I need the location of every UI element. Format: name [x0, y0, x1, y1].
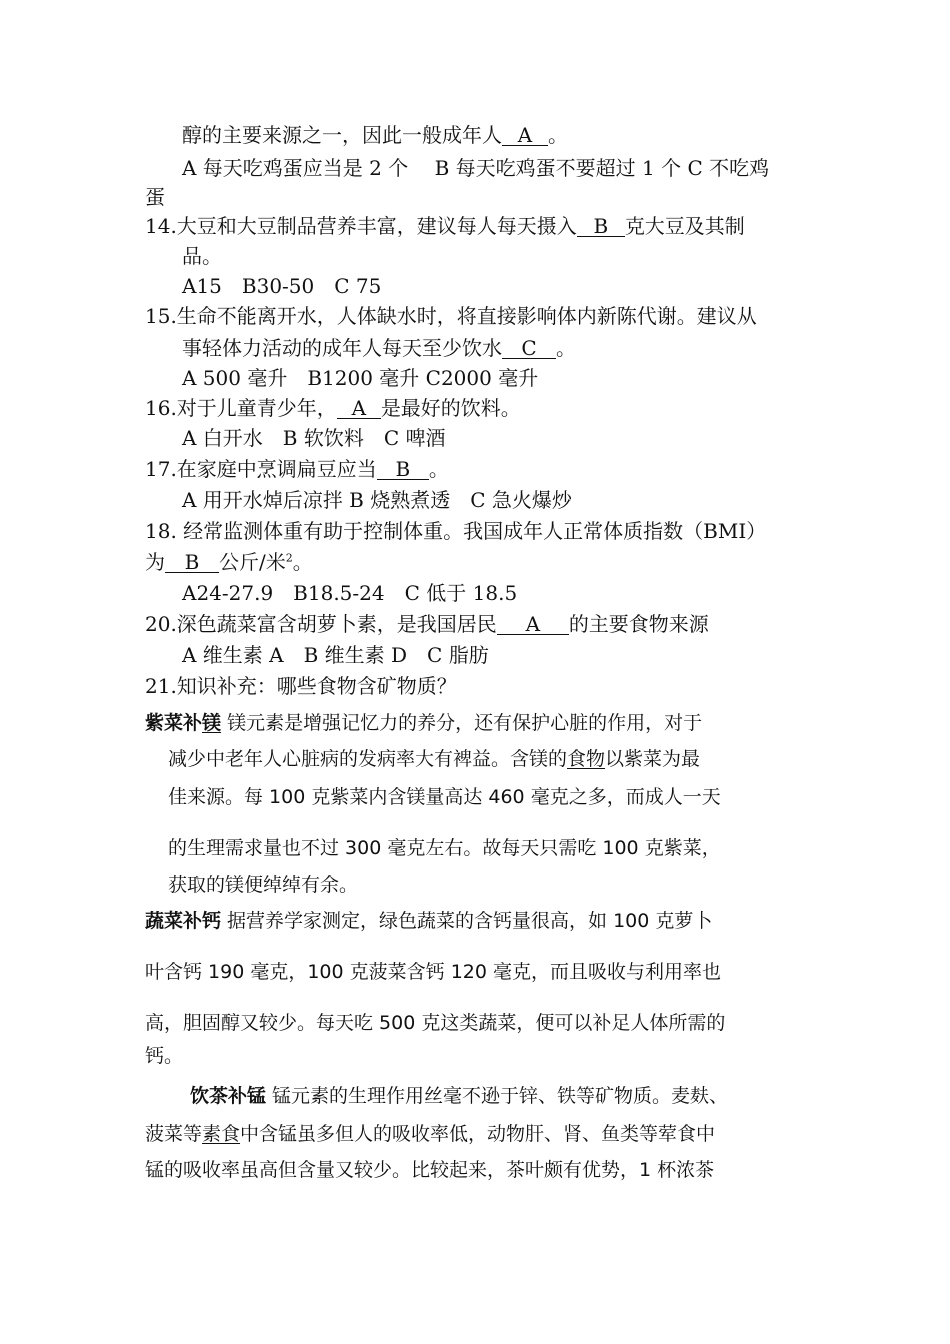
line-13-stem: 醇的主要来源之一，因此一般成年人 A 。: [182, 123, 568, 147]
question-18-options: A24-27.9 B18.5-24 C 低于 18.5: [182, 581, 518, 605]
manganese-paragraph-line-1: 饮茶补锰 锰元素的生理作用丝毫不逊于锌、铁等矿物质。麦麸、: [190, 1085, 729, 1107]
magnesium-heading: 紫菜补镁: [145, 712, 222, 734]
answer-18: B: [165, 552, 219, 573]
magnesium-paragraph-line-1: 紫菜补镁 镁元素是增强记忆力的养分，还有保护心脏的作用，对于: [145, 712, 703, 734]
calcium-paragraph-line-3: 高，胆固醇又较少。每天吃 500 克这类蔬菜，便可以补足人体所需的: [145, 1012, 726, 1034]
magnesium-paragraph-line-3: 佳来源。每 100 克紫菜内含镁量高达 460 毫克之多，而成人一天: [168, 786, 721, 808]
answer-15: C: [502, 338, 556, 359]
answer-20: A: [497, 614, 569, 635]
food-link[interactable]: 食物: [567, 748, 606, 770]
calcium-paragraph-line-1: 蔬菜补钙 据营养学家测定，绿色蔬菜的含钙量很高，如 100 克萝卜: [145, 910, 713, 932]
magnesium-paragraph-line-4: 的生理需求量也不过 300 毫克左右。故每天只需吃 100 克紫菜，: [168, 837, 721, 859]
magnesium-paragraph-line-2: 减少中老年人心脏病的发病率大有裨益。含镁的食物以紫菜为最: [168, 748, 701, 770]
question-16-options: A 白开水 B 软饮料 C 啤酒: [182, 426, 446, 450]
line-13-options-wrap: 蛋: [145, 185, 165, 209]
question-14-wrap: 品。: [182, 244, 222, 268]
answer-16: A: [337, 398, 381, 419]
question-16: 16.对于儿童青少年， A 是最好的饮料。: [145, 396, 521, 420]
line-13-options: A 每天吃鸡蛋应当是 2 个 B 每天吃鸡蛋不要超过 1 个 C 不吃鸡: [182, 156, 770, 180]
manganese-heading: 饮茶补锰: [190, 1085, 267, 1107]
question-18-wrap: 为 B 公斤/米$^2$。: [145, 550, 313, 574]
manganese-paragraph-line-3: 锰的吸收率虽高但含量又较少。比较起来，茶叶颇有优势，1 杯浓茶: [145, 1159, 715, 1181]
answer-14: B: [577, 216, 625, 237]
question-14-options: A15 B30-50 C 75: [182, 274, 382, 298]
question-14: 14.大豆和大豆制品营养丰富，建议每人每天摄入 B 克大豆及其制: [145, 214, 745, 238]
question-15-wrap: 事轻体力活动的成年人每天至少饮水 C 。: [182, 336, 576, 360]
calcium-paragraph-line-4: 钙。: [145, 1045, 184, 1067]
question-20: 20.深色蔬菜富含胡萝卜素，是我国居民 A 的主要食物来源: [145, 612, 709, 636]
question-17-options: A 用开水焯后凉拌 B 烧熟煮透 C 急火爆炒: [182, 488, 572, 512]
answer-13: A: [502, 125, 548, 146]
question-15-options: A 500 毫升 B1200 毫升 C2000 毫升: [182, 366, 539, 390]
calcium-paragraph-line-2: 叶含钙 190 毫克，100 克菠菜含钙 120 毫克，而且吸收与利用率也: [145, 961, 721, 983]
magnesium-paragraph-line-5: 获取的镁便绰绰有余。: [168, 874, 359, 896]
vegetarian-food-link[interactable]: 素食: [202, 1123, 241, 1145]
question-17: 17.在家庭中烹调扁豆应当 B 。: [145, 457, 449, 481]
calcium-heading: 蔬菜补钙: [145, 910, 222, 932]
question-20-options: A 维生素 A B 维生素 D C 脂肪: [182, 643, 489, 667]
question-21: 21.知识补充：哪些食物含矿物质？: [145, 674, 457, 698]
question-18: 18. 经常监测体重有助于控制体重。我国成年人正常体质指数（BMI）: [145, 519, 767, 543]
manganese-paragraph-line-2: 菠菜等素食中含锰虽多但人的吸收率低，动物肝、肾、鱼类等荤食中: [145, 1123, 716, 1145]
answer-17: B: [377, 459, 429, 480]
question-15: 15.生命不能离开水，人体缺水时，将直接影响体内新陈代谢。建议从: [145, 304, 757, 328]
